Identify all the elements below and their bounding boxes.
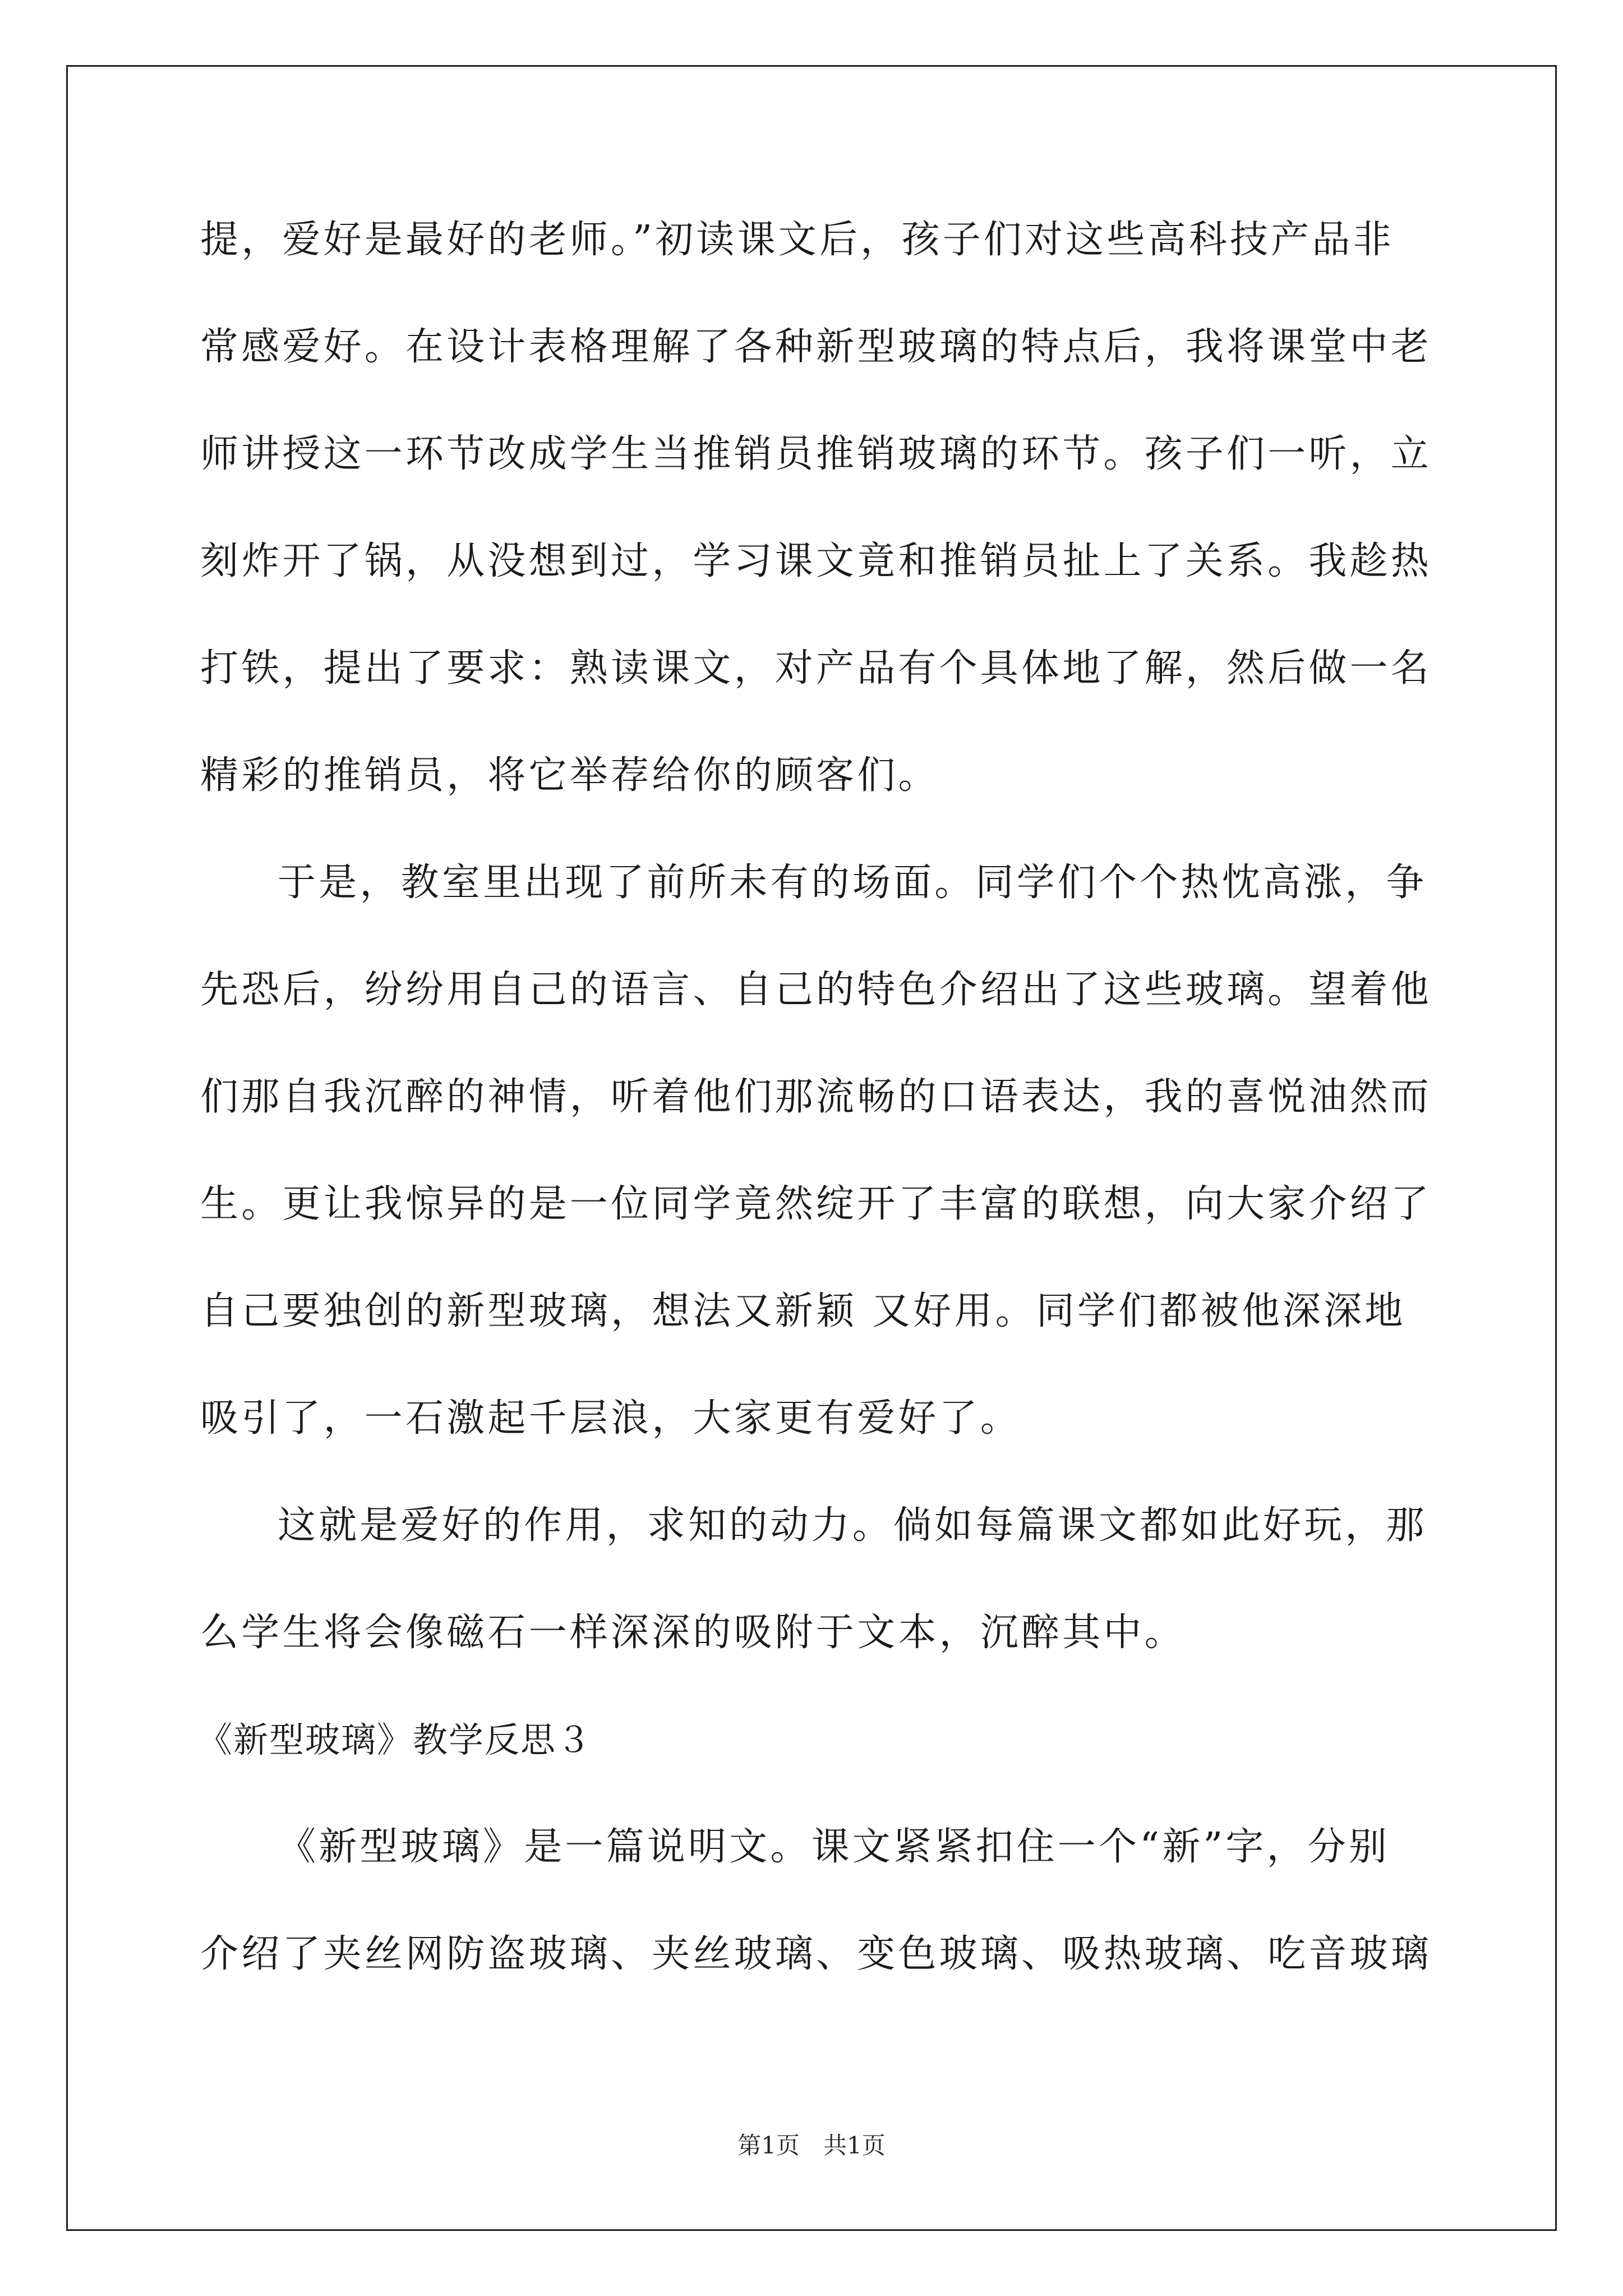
paragraph-line: 生。更让我惊异的是一位同学竟然绽开了丰富的联想，向大家介绍了 xyxy=(200,1182,1432,1226)
paragraph-line: 自己要独创的新型玻璃，想法又新颖 又好用。同学们都被他深深地 xyxy=(200,1289,1406,1333)
page-footer xyxy=(0,2129,1623,2162)
page-number: 第1页 xyxy=(737,2132,800,2159)
paragraph-line: 常感爱好。在设计表格理解了各种新型玻璃的特点后，我将课堂中老 xyxy=(200,325,1432,369)
paragraph-line: 打铁，提出了要求：熟读课文，对产品有个具体地了解，然后做一名 xyxy=(200,646,1432,691)
page-total: 共1页 xyxy=(823,2132,886,2159)
paragraph-line: 刻炸开了锅，从没想到过，学习课文竟和推销员扯上了关系。我趁热 xyxy=(200,539,1432,583)
paragraph-line: 么学生将会像磁石一样深深的吸附于文本，沉醉其中。 xyxy=(200,1611,1186,1655)
paragraph-line: 于是，教室里出现了前所未有的场面。同学们个个热忱高涨，争 xyxy=(278,861,1427,905)
paragraph-line: 这就是爱好的作用，求知的动力。倘如每篇课文都如此好玩，那 xyxy=(278,1503,1427,1548)
paragraph-line: 介绍了夹丝网防盗玻璃、夹丝玻璃、变色玻璃、吸热玻璃、吃音玻璃 xyxy=(200,1932,1432,1976)
page-frame xyxy=(66,65,1557,2231)
paragraph-line: 们那自我沉醉的神情，听着他们那流畅的口语表达，我的喜悦油然而 xyxy=(200,1075,1432,1119)
section-heading: 《新型玻璃》教学反思３ xyxy=(197,1719,593,1760)
paragraph-line: 精彩的推销员，将它举荐给你的顾客们。 xyxy=(200,753,939,798)
paragraph-line: 先恐后，纷纷用自己的语言、自己的特色介绍出了这些玻璃。望着他 xyxy=(200,968,1432,1012)
paragraph-line: 吸引了，一石激起千层浪，大家更有爱好了。 xyxy=(200,1396,1022,1441)
paragraph-line: 提，爱好是最好的老师。”初读课文后，孩子们对这些高科技产品非 xyxy=(200,218,1394,262)
paragraph-line: 《新型玻璃》是一篇说明文。课文紧紧扣住一个“新”字，分别 xyxy=(278,1825,1390,1869)
paragraph-line: 师讲授这一环节改成学生当推销员推销玻璃的环节。孩子们一听，立 xyxy=(200,432,1432,476)
